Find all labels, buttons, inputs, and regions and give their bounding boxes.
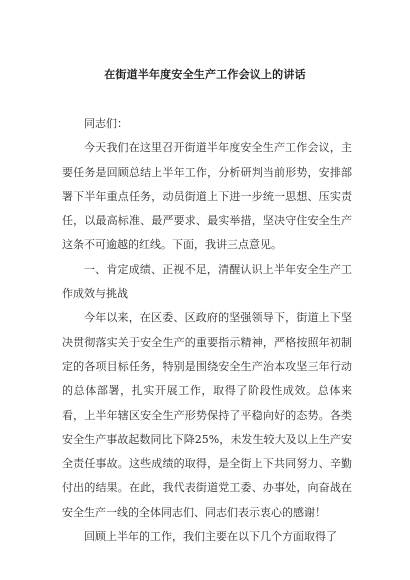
paragraph-intro: 今天我们在这里召开街道半年度安全生产工作会议，主要任务是回顾总结上半年工作，分析研判当前形势，安排部署下半年重点任务，动员街道上下进一步统一思想、压实责任，以最高标准、最严要求、最实举措，坚决守住安全生产这条不可逾越的红线。下面，我讲三点意见。 [62,141,352,252]
paragraph-achievements: 今年以来，在区委、区政府的坚强领导下，街道上下坚决贯彻落实关于安全生产的重要指示精神，严格按照年初制定的各项目标任务，特别是围绕安全生产治本攻坚三年行动的总体部署，扎实开展工作，取得了阶段性成效。总体来看，上半年辖区安全生产形势保持了平稳向好的态势。各类安全生产事故起数同比下降25%，未发生较大及以上生产安全责任事故。这些成绩的取得，是全街上下共同努力、辛勤付出的结果。在此，我代表街道党工委、办事处，向奋战在安全生产一线的全体同志们、同志们表示衷心的感谢！ [62,311,352,519]
section-heading-1: 一、肯定成绩、正视不足，清醒认识上半年安全生产工作成效与挑战 [62,262,352,301]
paragraph-review: 回顾上半年的工作，我们主要在以下几个方面取得了 [84,530,337,544]
document-title: 在街道半年度安全生产工作会议上的讲话 [104,68,306,81]
salutation: 同志们： [84,117,128,130]
document-body [62,112,352,549]
